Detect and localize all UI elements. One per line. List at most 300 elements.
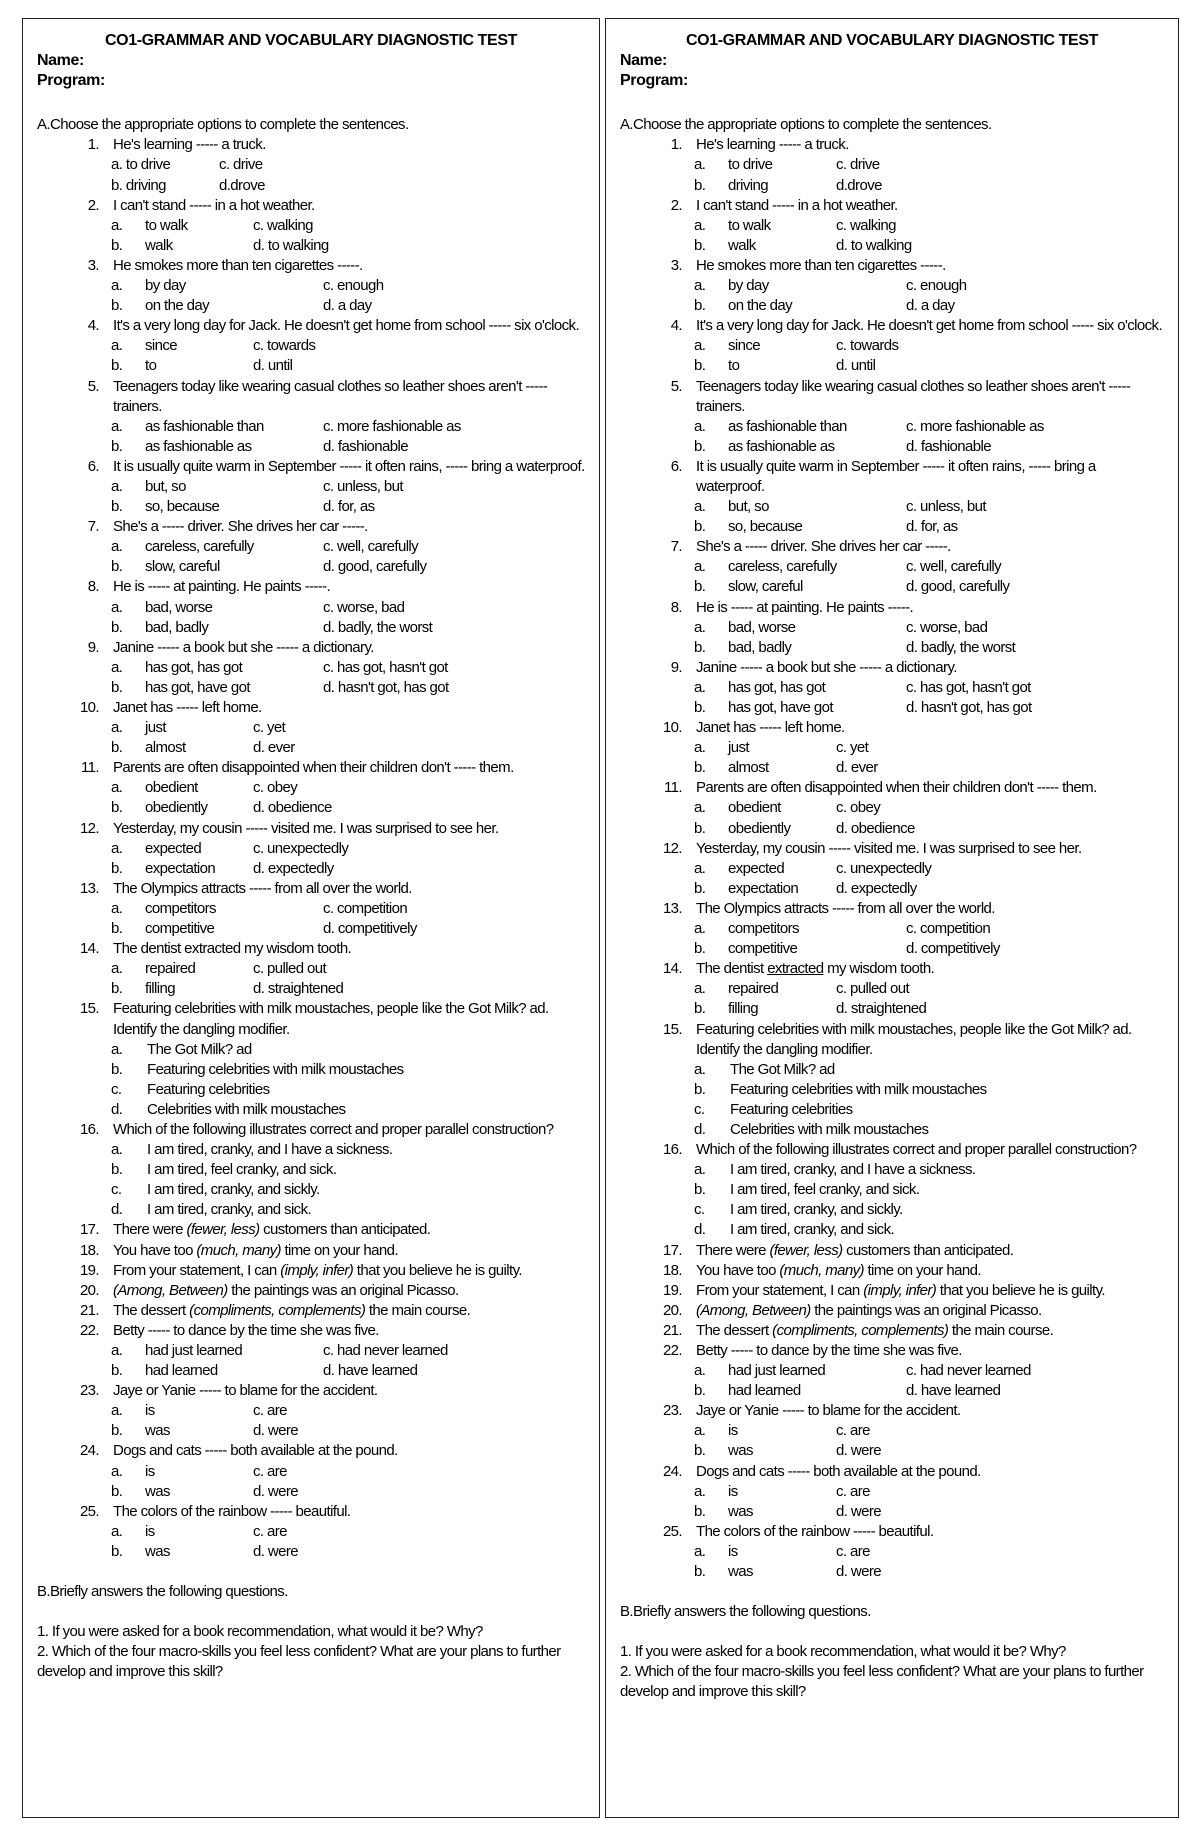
option-letter: a. (111, 277, 123, 295)
option-text: c. unless, but (323, 477, 403, 495)
question-text: Janine ----- a book but she ----- a dictionary. (696, 658, 957, 676)
question-4 (37, 316, 585, 336)
option-text: d. were (253, 1542, 298, 1560)
option-row (111, 1421, 585, 1441)
option-row (111, 798, 585, 818)
option-letter: a. (111, 960, 123, 978)
option-text: c. has got, hasn't got (906, 678, 1031, 696)
option-row (111, 296, 585, 316)
option-letter: b. (111, 859, 123, 877)
option-text: Celebrities with milk moustaches (730, 1120, 929, 1138)
question-number: 9. (87, 638, 99, 656)
option-letter: b. (694, 578, 706, 596)
option-text: obediently (145, 799, 208, 817)
option-row (694, 1441, 1164, 1461)
option-text: Featuring celebrities (147, 1080, 270, 1098)
option-row (111, 738, 585, 758)
question-text: Parents are often disappointed when their children don't ----- them. (113, 759, 514, 777)
question-21 (620, 1321, 1164, 1341)
option-letter: a. (111, 1462, 123, 1480)
option-text: to walk (145, 216, 188, 234)
option-letter: a. (111, 899, 123, 917)
option-row (694, 1100, 1164, 1120)
option-text: just (145, 719, 166, 737)
question-number: 15. (79, 1000, 99, 1018)
option-text: had learned (728, 1382, 801, 1400)
option-text: d. for, as (323, 498, 375, 516)
option-text: is (145, 1402, 155, 1420)
option-row (111, 236, 585, 256)
question-25 (37, 1502, 585, 1522)
option-text: d.drove (219, 176, 265, 194)
question-number: 24. (662, 1462, 682, 1480)
option-text: c. enough (906, 277, 967, 295)
question-number: 17. (662, 1241, 682, 1259)
option-text: almost (145, 739, 186, 757)
question-3 (37, 256, 585, 276)
option-text: had just learned (728, 1362, 826, 1380)
option-text: bad, badly (728, 638, 792, 656)
option-letter: a. (694, 498, 706, 516)
option-text: c. walking (253, 216, 313, 234)
option-row (111, 678, 585, 698)
question-number: 16. (662, 1141, 682, 1159)
question-number: 13. (79, 879, 99, 897)
question-3 (620, 256, 1164, 276)
option-letter: a. (694, 678, 706, 696)
option-text: walk (145, 236, 173, 254)
option-text: I am tired, cranky, and I have a sickness. (147, 1141, 393, 1159)
question-1 (620, 135, 1164, 155)
question-number: 14. (79, 940, 99, 958)
option-text: d. fashionable (323, 437, 409, 455)
option-row (111, 1361, 585, 1381)
option-row (694, 557, 1164, 577)
option-letter: c. (694, 1100, 705, 1118)
question-20 (620, 1301, 1164, 1321)
option-row (694, 1060, 1164, 1080)
question-text: (Among, Between) the paintings was an original Picasso. (113, 1281, 459, 1299)
question-21 (37, 1301, 585, 1321)
option-row (111, 176, 585, 196)
test-sheet-right (605, 18, 1179, 1818)
question-number: 6. (87, 457, 99, 475)
question-number: 25. (79, 1502, 99, 1520)
option-row (694, 417, 1164, 437)
option-letter: b. (694, 699, 706, 716)
question-19 (37, 1261, 585, 1281)
option-letter: b. (111, 1060, 123, 1078)
question-text: It is usually quite warm in September ----- it often rains, ----- bring a waterproof. (113, 457, 585, 475)
option-row (111, 1401, 585, 1421)
option-text: I am tired, cranky, and sickly. (730, 1201, 903, 1219)
option-row (694, 155, 1164, 175)
option-text: I am tired, cranky, and I have a sickness. (730, 1161, 976, 1179)
question-13 (37, 879, 585, 899)
question-25 (620, 1522, 1164, 1542)
test-sheet-left (22, 18, 600, 1818)
question-number: 10. (79, 699, 99, 716)
option-text: filling (145, 980, 175, 998)
option-text: obediently (728, 819, 791, 837)
option-text: d. badly, the worst (906, 638, 1016, 656)
option-row (694, 356, 1164, 376)
question-number: 8. (87, 578, 99, 596)
option-text: Celebrities with milk moustaches (147, 1100, 346, 1118)
option-text: c. are (253, 1522, 287, 1540)
option-text: as fashionable than (145, 417, 264, 435)
option-row (111, 1160, 585, 1180)
question-number: 16. (79, 1120, 99, 1138)
option-letter: a. (111, 1040, 123, 1058)
option-row (694, 1120, 1164, 1140)
option-text: c. enough (323, 277, 384, 295)
option-letter: b. (694, 1080, 706, 1098)
question-number: 4. (87, 317, 99, 335)
option-row (694, 1160, 1164, 1180)
option-text: driving (728, 176, 768, 194)
option-letter: d. (694, 1221, 706, 1239)
question-number: 3. (87, 256, 99, 274)
question-text: The dessert (compliments, complements) the main course. (113, 1301, 471, 1319)
section-b-heading: B.Briefly answers the following questions. (620, 1603, 871, 1621)
option-row (111, 979, 585, 999)
option-text: I am tired, feel cranky, and sick. (147, 1161, 337, 1179)
question-number: 5. (670, 377, 682, 395)
question-text: Teenagers today like wearing casual clothes so leather shoes aren't ----- trainers. (113, 377, 548, 415)
question-number: 23. (79, 1382, 99, 1400)
question-number: 18. (79, 1241, 99, 1259)
option-letter: a. (694, 417, 706, 435)
option-text: d. were (836, 1442, 881, 1460)
option-row (111, 718, 585, 738)
question-text: Dogs and cats ----- both available at the pound. (696, 1462, 981, 1480)
option-letter: b. (694, 879, 706, 897)
option-row (111, 1200, 585, 1220)
option-text: c. had never learned (906, 1362, 1031, 1380)
option-row (111, 899, 585, 919)
option-row (694, 176, 1164, 196)
option-text: c. has got, hasn't got (323, 658, 448, 676)
question-text: There were (fewer, less) customers than anticipated. (696, 1241, 1014, 1259)
option-text: c. well, carefully (906, 558, 1002, 576)
question-12 (620, 839, 1164, 859)
option-letter: a. (111, 417, 123, 435)
question-6 (37, 457, 585, 477)
option-letter: a. (694, 618, 706, 636)
question-18 (620, 1261, 1164, 1281)
question-text: Janine ----- a book but she ----- a dictionary. (113, 638, 374, 656)
option-row (111, 537, 585, 557)
option-text: on the day (728, 297, 793, 315)
question-number: 19. (662, 1281, 682, 1299)
question-text: I can't stand ----- in a hot weather. (113, 196, 315, 214)
question-9 (620, 658, 1164, 678)
option-row (111, 417, 585, 437)
option-letter: a. (111, 598, 123, 616)
option-letter: d. (694, 1120, 706, 1138)
question-17 (620, 1241, 1164, 1261)
option-row (694, 618, 1164, 638)
question-text: Yesterday, my cousin ----- visited me. I was surprised to see her. (696, 839, 1082, 857)
option-row (111, 1180, 585, 1200)
option-text: has got, has got (728, 678, 826, 696)
option-letter: b. (111, 799, 123, 817)
question-number: 24. (79, 1442, 99, 1460)
option-row (694, 979, 1164, 999)
option-letter: a. (694, 1362, 706, 1380)
option-text: d. competitively (906, 940, 1000, 958)
question-text: Jaye or Yanie ----- to blame for the accident. (696, 1402, 961, 1420)
option-letter: b. (111, 236, 123, 254)
option-text: d. to walking (836, 236, 912, 254)
question-1 (37, 135, 585, 155)
question-text: The colors of the rainbow ----- beautiful. (696, 1522, 934, 1540)
option-text: c. drive (836, 156, 880, 174)
option-letter: a. (111, 1522, 123, 1540)
option-text: but, so (728, 498, 769, 516)
question-number: 5. (87, 377, 99, 395)
option-text: has got, have got (728, 699, 833, 716)
option-text: d. until (836, 357, 876, 375)
option-row (694, 216, 1164, 236)
question-number: 18. (662, 1261, 682, 1279)
option-text: has got, have got (145, 678, 250, 696)
question-9 (37, 638, 585, 658)
option-row (111, 1341, 585, 1361)
option-text: almost (728, 759, 769, 777)
option-text: to walk (728, 216, 771, 234)
option-text: c. unless, but (906, 498, 986, 516)
option-row (694, 999, 1164, 1019)
question-14 (620, 959, 1164, 979)
question-6 (620, 457, 1164, 497)
open-question-2: 2. Which of the four macro-skills you feel less confident? What are your plans to further develop and improve this skill? (620, 1663, 1144, 1701)
question-number: 21. (662, 1321, 682, 1339)
option-text: to (728, 357, 740, 375)
option-letter: c. (111, 1080, 122, 1098)
option-text: obedient (728, 799, 781, 817)
question-number: 6. (670, 457, 682, 475)
test-title: CO1-GRAMMAR AND VOCABULARY DIAGNOSTIC TEST (105, 32, 517, 49)
question-text: From your statement, I can (imply, infer) that you believe he is guilty. (696, 1281, 1105, 1299)
question-text: She's a ----- driver. She drives her car -----. (696, 538, 951, 556)
option-letter: a. (694, 1542, 706, 1560)
option-row (694, 296, 1164, 316)
question-17 (37, 1220, 585, 1240)
question-text: Betty ----- to dance by the time she was five. (113, 1321, 379, 1339)
question-number: 1. (87, 136, 99, 154)
option-text: d. a day (323, 297, 372, 315)
option-text: c. worse, bad (906, 618, 988, 636)
option-text: d. a day (906, 297, 955, 315)
question-4 (620, 316, 1164, 336)
option-text: The Got Milk? ad (730, 1060, 835, 1078)
option-letter: b. (111, 558, 123, 576)
option-text: I am tired, cranky, and sickly. (147, 1181, 320, 1199)
option-letter: b. (694, 357, 706, 375)
option-text: d. fashionable (906, 437, 992, 455)
question-number: 10. (662, 719, 682, 737)
option-text: I am tired, cranky, and sick. (730, 1221, 895, 1239)
question-text: Dogs and cats ----- both available at the pound. (113, 1442, 398, 1460)
option-text: had learned (145, 1362, 218, 1380)
question-text: The Olympics attracts ----- from all over the world. (696, 899, 995, 917)
question-text: Jaye or Yanie ----- to blame for the accident. (113, 1382, 378, 1400)
option-letter: b. (694, 940, 706, 958)
option-text: is (728, 1482, 738, 1500)
question-number: 19. (79, 1261, 99, 1279)
option-letter: b. (111, 980, 123, 998)
option-text: expectation (728, 879, 799, 897)
option-letter: b. (111, 1422, 123, 1440)
option-text: d. were (253, 1482, 298, 1500)
option-text: d. badly, the worst (323, 618, 433, 636)
option-row (694, 1562, 1164, 1582)
question-text: It's a very long day for Jack. He doesn't get home from school ----- six o'clock. (113, 317, 580, 335)
option-text: by day (145, 277, 186, 295)
option-row (694, 437, 1164, 457)
option-row (694, 798, 1164, 818)
option-letter: a. (694, 1482, 706, 1500)
option-row (694, 1180, 1164, 1200)
question-text: There were (fewer, less) customers than anticipated. (113, 1221, 431, 1239)
option-row (111, 919, 585, 939)
option-letter: a. (694, 1422, 706, 1440)
option-text: obedient (145, 779, 198, 797)
question-text: It's a very long day for Jack. He doesn't get home from school ----- six o'clock. (696, 317, 1163, 335)
option-text: is (145, 1462, 155, 1480)
option-text: c. are (253, 1402, 287, 1420)
option-text: on the day (145, 297, 210, 315)
option-letter: b. (111, 618, 123, 636)
option-row (111, 1542, 585, 1562)
question-16 (620, 1140, 1164, 1160)
option-row (694, 939, 1164, 959)
option-row (111, 1100, 585, 1120)
option-text: since (145, 337, 178, 355)
option-row (111, 618, 585, 638)
option-text: d. expectedly (836, 879, 917, 897)
option-letter: a. (111, 719, 123, 737)
option-row (111, 557, 585, 577)
question-7 (37, 517, 585, 537)
program-label: Program: (620, 72, 688, 90)
name-label: Name: (620, 52, 667, 70)
option-text: c. competition (323, 899, 408, 917)
option-text: has got, has got (145, 658, 243, 676)
option-text: c. had never learned (323, 1342, 448, 1359)
option-letter: a. (111, 1402, 123, 1420)
option-text: d. for, as (906, 518, 958, 536)
option-letter: b. (111, 920, 123, 938)
option-letter: b. (694, 1382, 706, 1400)
option-text: as fashionable as (728, 437, 835, 455)
option-row (694, 638, 1164, 658)
option-letter: b. (694, 1442, 706, 1460)
option-text: d. were (836, 1502, 881, 1520)
option-letter: a. (694, 337, 706, 355)
option-text: by day (728, 277, 769, 295)
option-letter: a. (694, 859, 706, 877)
option-letter: a. (694, 1161, 706, 1179)
option-text: is (728, 1422, 738, 1440)
option-text: was (728, 1442, 753, 1460)
option-letter: b. (111, 678, 123, 696)
question-23 (37, 1381, 585, 1401)
option-text: is (145, 1522, 155, 1540)
question-number: 12. (79, 819, 99, 837)
option-text: walk (728, 236, 756, 254)
question-text: It is usually quite warm in September ----- it often rains, ----- bring a waterproof. (696, 457, 1096, 495)
option-row (111, 336, 585, 356)
question-text: Janet has ----- left home. (113, 699, 262, 716)
option-row (111, 598, 585, 618)
question-number: 8. (670, 598, 682, 616)
option-letter: b. (694, 518, 706, 536)
question-text: (Among, Between) the paintings was an original Picasso. (696, 1301, 1042, 1319)
option-text: The Got Milk? ad (147, 1040, 252, 1058)
option-row (694, 1381, 1164, 1401)
option-letter: b. (111, 297, 123, 315)
option-row (111, 1040, 585, 1060)
option-text: c. are (836, 1542, 870, 1560)
question-text: Parents are often disappointed when their children don't ----- them. (696, 779, 1097, 797)
option-letter: b. (694, 819, 706, 837)
option-letter: b. (694, 236, 706, 254)
question-text: She's a ----- driver. She drives her car -----. (113, 518, 368, 536)
section-a-heading: A.Choose the appropriate options to complete the sentences. (620, 116, 992, 134)
option-row (694, 1361, 1164, 1381)
question-11 (620, 778, 1164, 798)
option-letter: b. (694, 176, 706, 194)
option-letter: b. (111, 1362, 123, 1380)
option-letter: b. (111, 1542, 123, 1560)
question-11 (37, 758, 585, 778)
question-number: 21. (79, 1301, 99, 1319)
program-label: Program: (37, 72, 105, 90)
option-text: d. have learned (323, 1362, 418, 1380)
question-22 (620, 1341, 1164, 1361)
option-row (694, 1220, 1164, 1240)
option-letter: b. (694, 1000, 706, 1018)
option-text: competitive (145, 920, 215, 938)
option-letter: a. (694, 1060, 706, 1078)
question-number: 11. (664, 779, 682, 797)
question-8 (620, 598, 1164, 618)
option-letter: b. (111, 437, 123, 455)
option-text: was (145, 1542, 170, 1560)
question-number: 25. (662, 1522, 682, 1540)
option-text: c. yet (836, 739, 869, 757)
question-text: The dessert (compliments, complements) the main course. (696, 1321, 1054, 1339)
option-letter: a. (111, 538, 123, 556)
option-text: d. were (253, 1422, 298, 1440)
question-7 (620, 537, 1164, 557)
question-number: 7. (87, 518, 99, 536)
option-row (694, 1421, 1164, 1441)
option-text: d. good, carefully (323, 558, 427, 576)
option-text: repaired (728, 980, 779, 998)
question-10 (620, 718, 1164, 738)
question-text: He smokes more than ten cigarettes -----. (696, 256, 946, 274)
option-letter: b. (111, 1161, 123, 1179)
option-text: d.drove (836, 176, 882, 194)
option-row (694, 497, 1164, 517)
open-question-1: 1. If you were asked for a book recommendation, what would it be? Why? (37, 1623, 483, 1641)
question-number: 22. (662, 1342, 682, 1359)
option-letter: a. (111, 216, 123, 234)
